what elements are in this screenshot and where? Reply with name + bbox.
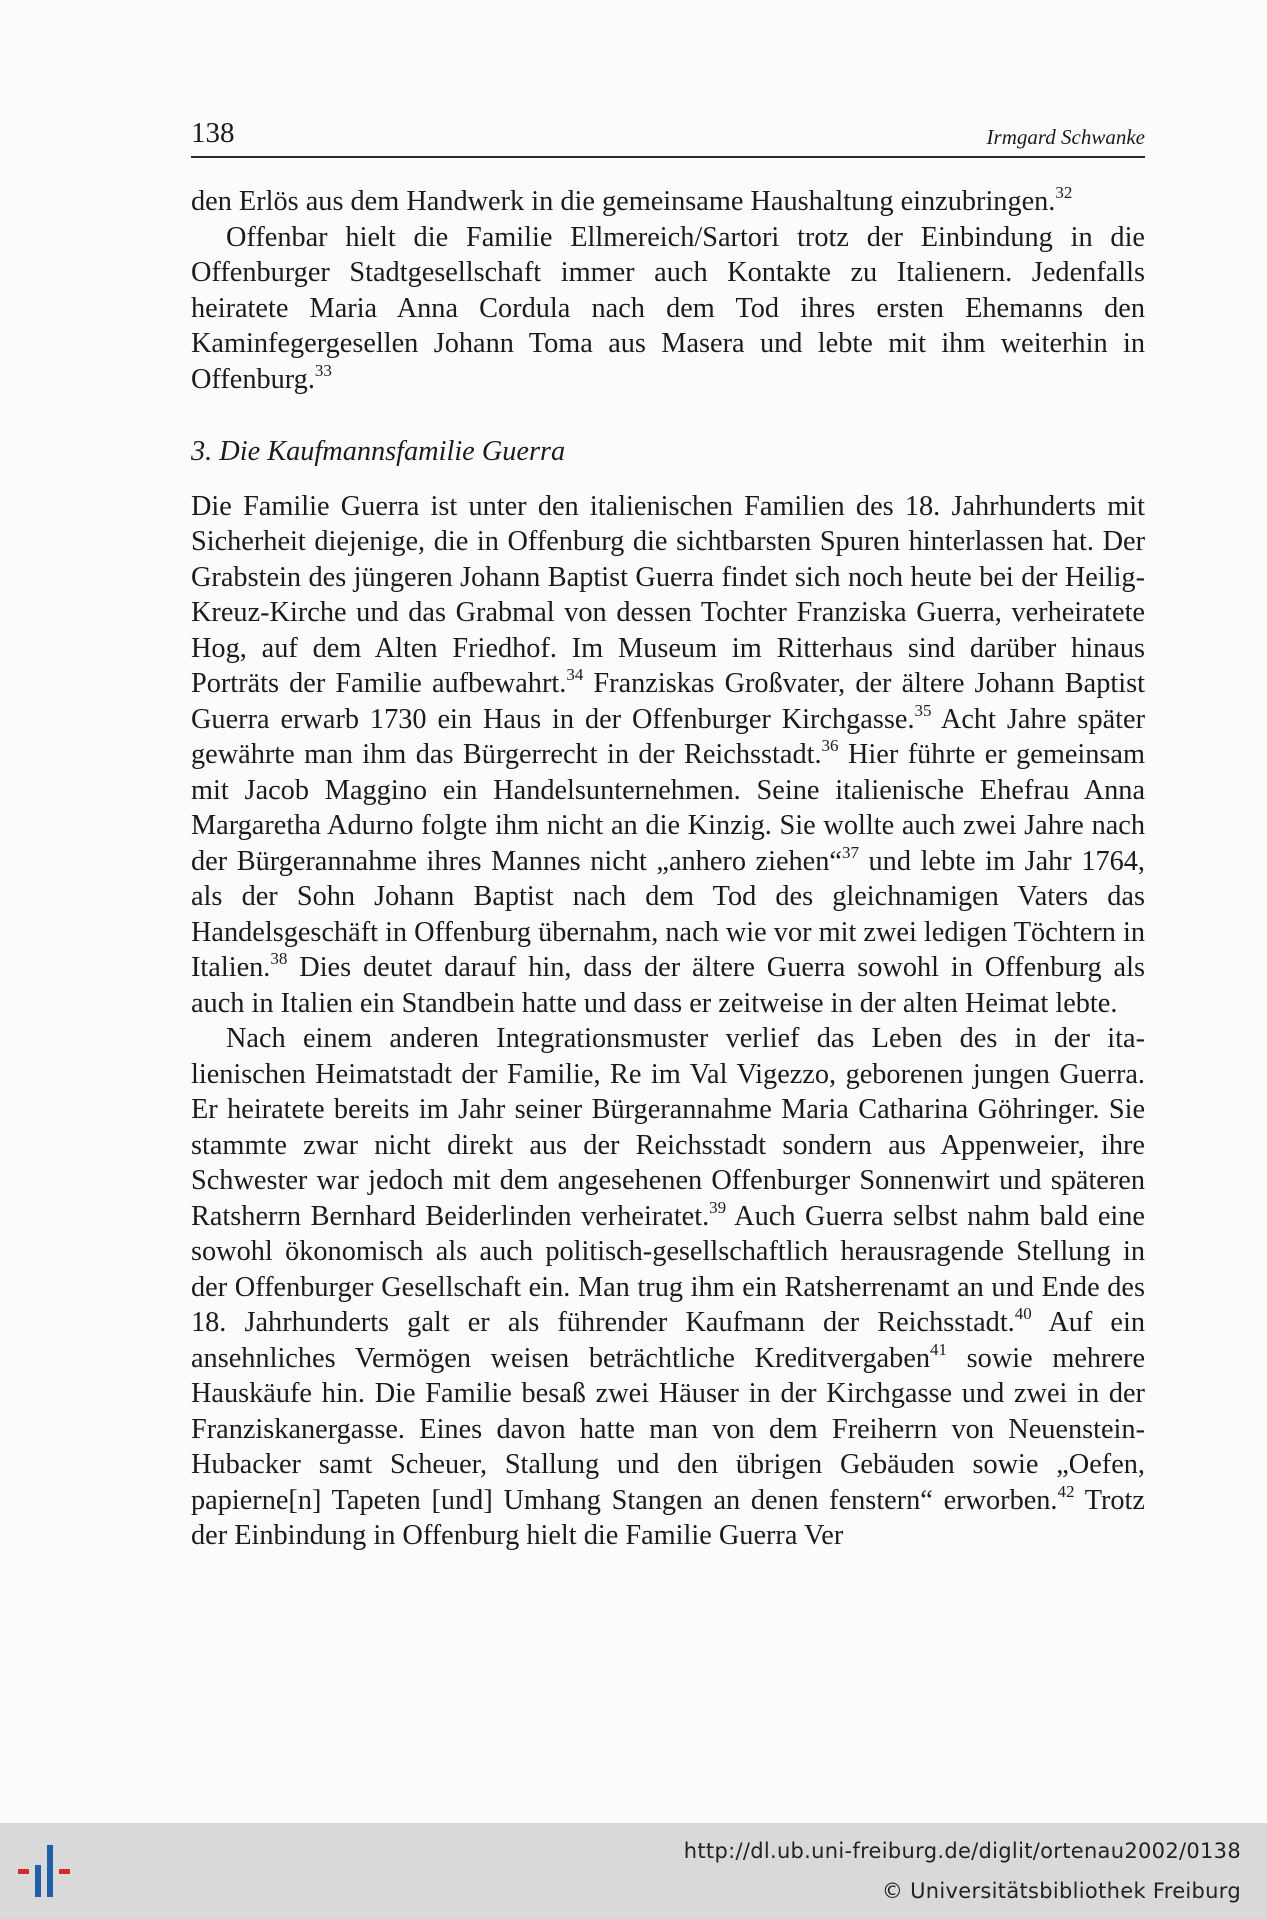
paragraph-1 <box>191 184 1145 220</box>
page-number: 138 <box>191 117 235 149</box>
text-run: Auf ein ansehnliches Vermögen weisen beträchtliche Kreditvergaben <box>191 1307 1145 1374</box>
footnote-ref: 33 <box>314 360 332 380</box>
page-header <box>191 116 1145 158</box>
text-run: Franziskas Großvater, der ältere Johann Baptist Guerra erwarb 1730 ein Haus in der Offenburger Kirchgasse. <box>191 668 1145 735</box>
section-heading: 3. Die Kaufmannsfamilie Guerra <box>191 436 566 467</box>
library-logo-icon <box>16 1841 86 1901</box>
footnote-ref: 41 <box>930 1339 948 1359</box>
text-run: Die Familie Guerra ist unter den italienischen Familien des 18. Jahrhunderts mit Sicherheit diejenige, die in Offenburg die sichtbarsten Spuren hinterlassen hat. Der Grabstein des jüngeren Johann Baptist Guerra findet sich noch heute bei der Heilig-Kreuz-Kirche und das Grabmal von dessen Tochter Franziska Guerra, verheiratete Hog, auf dem Alten Friedhof. Im Museum im Ritterhaus sind darüber hinaus Porträts der Familie aufbewahrt. <box>191 490 1145 699</box>
text-run: und lebte im Jahr 1764, als der Sohn Johann Baptist nach dem Tod des gleichnamigen Vaters das Handelsgeschäft in Offenburg übernahm, nach wie vor mit zwei ledigen Töchtern in Italien. <box>191 845 1145 983</box>
footnote-ref: 39 <box>709 1197 727 1217</box>
text-run: Dies deutet darauf hin, dass der ältere Guerra sowohl in Offenburg als auch in Italien ein Standbein hatte und dass er zeitweise in der alten Heimat lebte. <box>191 952 1145 1019</box>
viewer-footer <box>0 1823 1267 1919</box>
footnote-ref: 38 <box>270 949 288 968</box>
paragraph-4 <box>191 1021 1145 1554</box>
permalink-url[interactable]: http://dl.ub.uni-freiburg.de/diglit/ortenau2002/0138 <box>683 1839 1241 1863</box>
text-run: Offenbar hielt die Familie Ellmereich/Sartori trotz der Einbindung in die Offenburger Stadtgesellschaft immer auch Kontakte zu Italienern. Jedenfalls heiratete Maria Anna Cordula nach dem Tod ihres ersten Ehemanns den Kaminfegergesellen Johann Toma aus Masera und lebte mit ihm weiterhin in Offenburg. <box>191 221 1145 395</box>
footnote-ref: 32 <box>1055 183 1073 202</box>
footnote-ref: 40 <box>1014 1304 1032 1323</box>
running-head: Irmgard Schwanke <box>986 125 1145 149</box>
footnote-ref: 37 <box>841 842 859 862</box>
paragraph-3 <box>191 489 1145 1022</box>
text-run: Trotz der Einbindung in Offenburg hielt die Familie Guerra Ver <box>191 1484 1145 1551</box>
text-run: sowie mehrere Hauskäufe hin. Die Familie besaß zwei Häuser in der Kirchgasse und zwei in der Franziskanergasse. Eines davon hatte man von dem Freiherrn von Neuenstein-Hubacker samt Scheuer, Stallung und den übrigen Gebäuden sowie „Oefen, papierne[n] Tapeten [und] Umhang Stangen an denen fenstern“ erworben. <box>191 1342 1145 1516</box>
text-run: Auch Guerra selbst nahm bald eine sowohl ökonomisch als auch politisch-gesellschaftlich herausragende Stellung in der Offenburger Gesellschaft ein. Man trug ihm ein Ratsherrenamt an und Ende des 18. Jahrhunderts galt er als führender Kaufmann der Reichsstadt. <box>191 1200 1145 1338</box>
body-text <box>191 184 1145 1554</box>
text-run: Acht Jahre später gewährte man ihm das Bürgerrecht in der Reichsstadt. <box>191 703 1145 770</box>
footnote-ref: 36 <box>821 736 839 755</box>
text-run: Nach einem anderen Integrationsmuster verlief das Leben des in der italienischen Heimatstadt der Familie, Re im Val Vigezzo, geborenen jungen Guerra. Er heiratete bereits im Jahr seiner Bürgerannahme Maria Catharina Göhringer. Sie stammte zwar nicht direkt aus der Reichsstadt sondern aus Appenweier, ihre Schwester war jedoch mit dem angesehenen Offenburger Sonnenwirt und späteren Ratsherrn Bernhard Beiderlinden verheiratet. <box>191 1023 1145 1232</box>
footnote-ref: 34 <box>566 665 584 684</box>
copyright-notice: © Universitätsbibliothek Freiburg <box>881 1879 1241 1903</box>
paragraph-2 <box>191 220 1145 398</box>
text-run: den Erlös aus dem Handwerk in die gemeinsame Haushaltung einzubringen. <box>191 186 1056 217</box>
footnote-ref: 35 <box>914 700 932 720</box>
text-run: Hier führte er gemeinsam mit Jacob Maggino ein Handelsunternehmen. Seine italienische Ehefrau Anna Margaretha Adurno folgte ihm nicht an die Kinzig. Sie wollte auch zwei Jahre nach der Bürgerannahme ihres Mannes nicht „anhero ziehen“ <box>191 739 1145 877</box>
footnote-ref: 42 <box>1057 1481 1075 1501</box>
